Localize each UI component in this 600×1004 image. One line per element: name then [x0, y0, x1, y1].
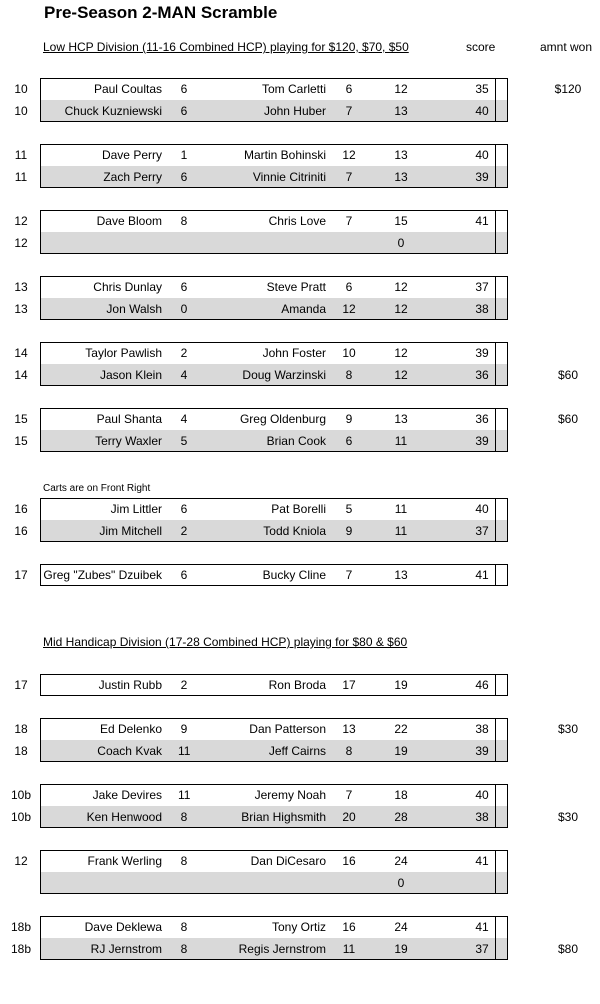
player-1-name: Jason Klein — [99, 368, 162, 382]
player-1-handicap: 11 — [178, 788, 191, 802]
player-2-name: Brian Cook — [266, 434, 326, 448]
low-division-label: Low HCP Division (11-16 Combined HCP) playing for $120, $70, $50 — [43, 40, 409, 54]
player-1-handicap: 2 — [180, 524, 188, 538]
table-row — [0, 872, 600, 894]
player-2-name: Brian Highsmith — [241, 810, 326, 824]
table-row — [0, 498, 600, 520]
combined-handicap: 12 — [394, 280, 408, 294]
table-row — [0, 100, 600, 122]
combined-handicap: 13 — [394, 170, 408, 184]
player-1-handicap: 4 — [180, 412, 188, 426]
player-2-handicap: 20 — [342, 810, 356, 824]
player-1-handicap: 8 — [180, 810, 188, 824]
player-2-name: Ron Broda — [268, 678, 326, 692]
player-2-name: Bucky Cline — [262, 568, 326, 582]
combined-handicap: 24 — [394, 854, 408, 868]
table-row — [0, 298, 600, 320]
player-2-name: Chris Love — [268, 214, 326, 228]
player-2-handicap: 17 — [342, 678, 356, 692]
combined-handicap: 24 — [394, 920, 408, 934]
tee-hole: 10 — [14, 104, 28, 118]
team-score: 41 — [475, 920, 489, 934]
tee-hole: 12 — [14, 854, 28, 868]
combined-handicap: 11 — [394, 524, 408, 538]
combined-handicap: 18 — [394, 788, 408, 802]
amount-won-header: amnt won — [540, 40, 593, 54]
table-row — [0, 564, 600, 586]
player-2-name: Amanda — [281, 302, 326, 316]
table-row — [0, 718, 600, 740]
score-column-divider — [495, 277, 496, 298]
score-column-divider — [495, 343, 496, 364]
player-1-handicap: 11 — [178, 744, 191, 758]
player-1-name: Chris Dunlay — [93, 280, 162, 294]
tee-hole: 13 — [14, 280, 28, 294]
amount-won: $60 — [557, 368, 579, 382]
combined-handicap: 13 — [394, 568, 408, 582]
tee-hole: 18b — [11, 942, 32, 956]
player-1-name: Dave Deklewa — [84, 920, 162, 934]
tee-hole: 11 — [14, 170, 28, 184]
score-column-divider — [495, 298, 496, 319]
player-1-name: Coach Kvak — [97, 744, 162, 758]
combined-handicap: 12 — [394, 368, 408, 382]
player-2-handicap: 6 — [345, 82, 353, 96]
team-score: 41 — [475, 854, 489, 868]
player-2-handicap: 7 — [345, 788, 353, 802]
team-score: 39 — [475, 170, 489, 184]
player-1-handicap: 6 — [180, 502, 188, 516]
combined-handicap: 13 — [394, 148, 408, 162]
table-row — [0, 210, 600, 232]
team-score: 35 — [475, 82, 489, 96]
score-column-divider — [495, 79, 496, 100]
player-2-handicap: 7 — [345, 170, 353, 184]
player-1-handicap: 2 — [180, 346, 188, 360]
table-row — [0, 232, 600, 254]
team-score: 37 — [475, 280, 489, 294]
score-column-divider — [495, 785, 496, 806]
table-row — [0, 342, 600, 364]
team-score: 36 — [475, 368, 489, 382]
score-column-divider — [495, 565, 496, 585]
score-column-divider — [495, 806, 496, 827]
player-2-name: John Huber — [263, 104, 326, 118]
team-score: 38 — [475, 302, 489, 316]
player-2-name: Greg Oldenburg — [239, 412, 326, 426]
player-1-handicap: 0 — [180, 302, 188, 316]
player-1-handicap: 6 — [180, 280, 188, 294]
player-2-handicap: 5 — [345, 502, 353, 516]
player-2-name: Martin Bohinski — [243, 148, 326, 162]
player-1-name: Dave Perry — [101, 148, 162, 162]
score-column-divider — [495, 851, 496, 872]
row-box — [40, 872, 508, 894]
player-2-name: Dan DiCesaro — [250, 854, 326, 868]
combined-handicap: 19 — [394, 678, 408, 692]
player-1-name: Dave Bloom — [96, 214, 162, 228]
player-1-name: Taylor Pawlish — [85, 346, 162, 360]
combined-handicap: 0 — [397, 876, 405, 890]
team-score: 39 — [475, 434, 489, 448]
table-row — [0, 430, 600, 452]
score-column-divider — [495, 100, 496, 121]
score-column-divider — [495, 740, 496, 761]
player-2-handicap: 12 — [342, 148, 356, 162]
player-2-handicap: 7 — [345, 214, 353, 228]
player-1-handicap: 6 — [180, 170, 188, 184]
player-1-name: Ed Delenko — [99, 722, 162, 736]
table-row — [0, 740, 600, 762]
score-header: score — [466, 40, 496, 54]
player-2-handicap: 13 — [342, 722, 356, 736]
player-2-handicap: 11 — [342, 942, 356, 956]
player-2-handicap: 9 — [345, 412, 353, 426]
combined-handicap: 28 — [394, 810, 408, 824]
score-column-divider — [495, 211, 496, 232]
player-1-name: Zach Perry — [103, 170, 162, 184]
team-score: 38 — [475, 722, 489, 736]
team-score: 41 — [475, 214, 489, 228]
tee-hole: 16 — [14, 524, 28, 538]
mid-division-label: Mid Handicap Division (17-28 Combined HCP) playing for $80 & $60 — [43, 635, 408, 649]
player-2-handicap: 8 — [345, 368, 353, 382]
player-2-handicap: 16 — [342, 920, 356, 934]
row-box — [40, 232, 508, 254]
combined-handicap: 19 — [394, 942, 408, 956]
page-title: Pre-Season 2-MAN Scramble — [44, 3, 278, 22]
table-row — [0, 364, 600, 386]
score-column-divider — [495, 938, 496, 959]
player-2-name: Regis Jernstrom — [238, 942, 326, 956]
tee-hole: 11 — [14, 148, 28, 162]
combined-handicap: 11 — [394, 502, 408, 516]
team-score: 46 — [475, 678, 489, 692]
player-2-name: Pat Borelli — [271, 502, 326, 516]
table-row — [0, 520, 600, 542]
player-2-handicap: 9 — [345, 524, 353, 538]
combined-handicap: 13 — [394, 412, 408, 426]
score-column-divider — [495, 166, 496, 187]
player-1-name: Frank Werling — [87, 854, 162, 868]
team-score: 41 — [475, 568, 489, 582]
player-2-handicap: 6 — [345, 280, 353, 294]
team-score: 38 — [475, 810, 489, 824]
score-column-divider — [495, 409, 496, 430]
combined-handicap: 15 — [394, 214, 408, 228]
tee-hole: 10b — [11, 788, 32, 802]
team-score: 39 — [475, 346, 489, 360]
player-1-name: Jim Mitchell — [99, 524, 162, 538]
tee-hole: 17 — [14, 678, 28, 692]
player-1-handicap: 8 — [180, 920, 188, 934]
table-row — [0, 806, 600, 828]
player-1-handicap: 8 — [180, 854, 188, 868]
tee-hole: 17 — [14, 568, 28, 582]
score-column-divider — [495, 719, 496, 740]
tee-hole: 18 — [14, 744, 28, 758]
table-row — [0, 166, 600, 188]
player-1-handicap: 4 — [180, 368, 188, 382]
combined-handicap: 11 — [394, 434, 408, 448]
tee-hole: 13 — [14, 302, 28, 316]
player-2-name: Tom Carletti — [261, 82, 326, 96]
player-2-handicap: 16 — [342, 854, 356, 868]
player-1-name: Paul Shanta — [96, 412, 162, 426]
table-row — [0, 408, 600, 430]
player-1-name: Chuck Kuzniewski — [64, 104, 162, 118]
team-score: 37 — [475, 524, 489, 538]
table-row — [0, 144, 600, 166]
tee-hole: 14 — [14, 368, 28, 382]
tee-hole: 16 — [14, 502, 28, 516]
player-1-name: Ken Henwood — [86, 810, 162, 824]
player-1-name: RJ Jernstrom — [90, 942, 162, 956]
team-score: 40 — [475, 788, 489, 802]
table-row — [0, 674, 600, 696]
combined-handicap: 13 — [394, 104, 408, 118]
table-row — [0, 938, 600, 960]
player-1-handicap: 9 — [180, 722, 188, 736]
amount-won: $120 — [554, 82, 582, 96]
amount-won: $30 — [557, 810, 579, 824]
score-column-divider — [495, 520, 496, 541]
amount-won: $60 — [557, 412, 579, 426]
player-1-handicap: 6 — [180, 104, 188, 118]
player-2-handicap: 8 — [345, 744, 353, 758]
team-score: 36 — [475, 412, 489, 426]
table-row — [0, 916, 600, 938]
combined-handicap: 22 — [394, 722, 408, 736]
player-2-name: Dan Patterson — [249, 722, 326, 736]
player-1-handicap: 8 — [180, 942, 188, 956]
team-score: 39 — [475, 744, 489, 758]
player-2-name: John Foster — [262, 346, 326, 360]
score-column-divider — [495, 145, 496, 166]
player-1-name: Greg "Zubes" Dzuibek — [43, 568, 162, 582]
player-2-handicap: 12 — [342, 302, 356, 316]
player-1-handicap: 6 — [180, 568, 188, 582]
score-column-divider — [495, 430, 496, 451]
player-1-handicap: 2 — [180, 678, 188, 692]
player-2-name: Tony Ortiz — [271, 920, 326, 934]
player-2-handicap: 7 — [345, 568, 353, 582]
tee-hole: 10b — [11, 810, 32, 824]
player-2-name: Steve Pratt — [266, 280, 326, 294]
player-1-name: Paul Coultas — [93, 82, 162, 96]
table-row — [0, 850, 600, 872]
tee-hole: 15 — [14, 434, 28, 448]
combined-handicap: 12 — [394, 302, 408, 316]
player-1-name: Jon Walsh — [106, 302, 162, 316]
combined-handicap: 19 — [394, 744, 408, 758]
score-column-divider — [495, 917, 496, 938]
table-row — [0, 784, 600, 806]
player-2-name: Todd Kniola — [263, 524, 326, 538]
player-1-handicap: 8 — [180, 214, 188, 228]
player-2-handicap: 6 — [345, 434, 353, 448]
table-row — [0, 78, 600, 100]
score-column-divider — [495, 872, 496, 893]
player-1-handicap: 5 — [180, 434, 188, 448]
tee-hole: 15 — [14, 412, 28, 426]
table-row — [0, 276, 600, 298]
player-2-name: Vinnie Citriniti — [252, 170, 326, 184]
player-1-handicap: 1 — [180, 148, 188, 162]
score-column-divider — [495, 675, 496, 695]
player-2-name: Doug Warzinski — [242, 368, 326, 382]
player-2-name: Jeremy Noah — [254, 788, 326, 802]
tee-hole: 18 — [14, 722, 28, 736]
amount-won: $80 — [557, 942, 579, 956]
tee-hole: 14 — [14, 346, 28, 360]
combined-handicap: 12 — [394, 82, 408, 96]
player-1-name: Jake Devires — [92, 788, 162, 802]
player-1-name: Terry Waxler — [95, 434, 162, 448]
tee-hole: 18b — [11, 920, 32, 934]
player-2-handicap: 7 — [345, 104, 353, 118]
team-score: 37 — [475, 942, 489, 956]
amount-won: $30 — [557, 722, 579, 736]
player-1-name: Jim Littler — [110, 502, 162, 516]
player-1-handicap: 6 — [180, 82, 188, 96]
team-score: 40 — [475, 502, 489, 516]
combined-handicap: 0 — [397, 236, 405, 250]
player-2-name: Jeff Cairns — [268, 744, 326, 758]
carts-note: Carts are on Front Right — [43, 483, 151, 494]
combined-handicap: 12 — [394, 346, 408, 360]
tee-hole: 12 — [14, 236, 28, 250]
team-score: 40 — [475, 148, 489, 162]
score-column-divider — [495, 499, 496, 520]
team-score: 40 — [475, 104, 489, 118]
player-2-handicap: 10 — [342, 346, 356, 360]
player-1-name: Justin Rubb — [98, 678, 162, 692]
score-column-divider — [495, 364, 496, 385]
tee-hole: 12 — [14, 214, 28, 228]
score-column-divider — [495, 232, 496, 253]
tee-hole: 10 — [14, 82, 28, 96]
